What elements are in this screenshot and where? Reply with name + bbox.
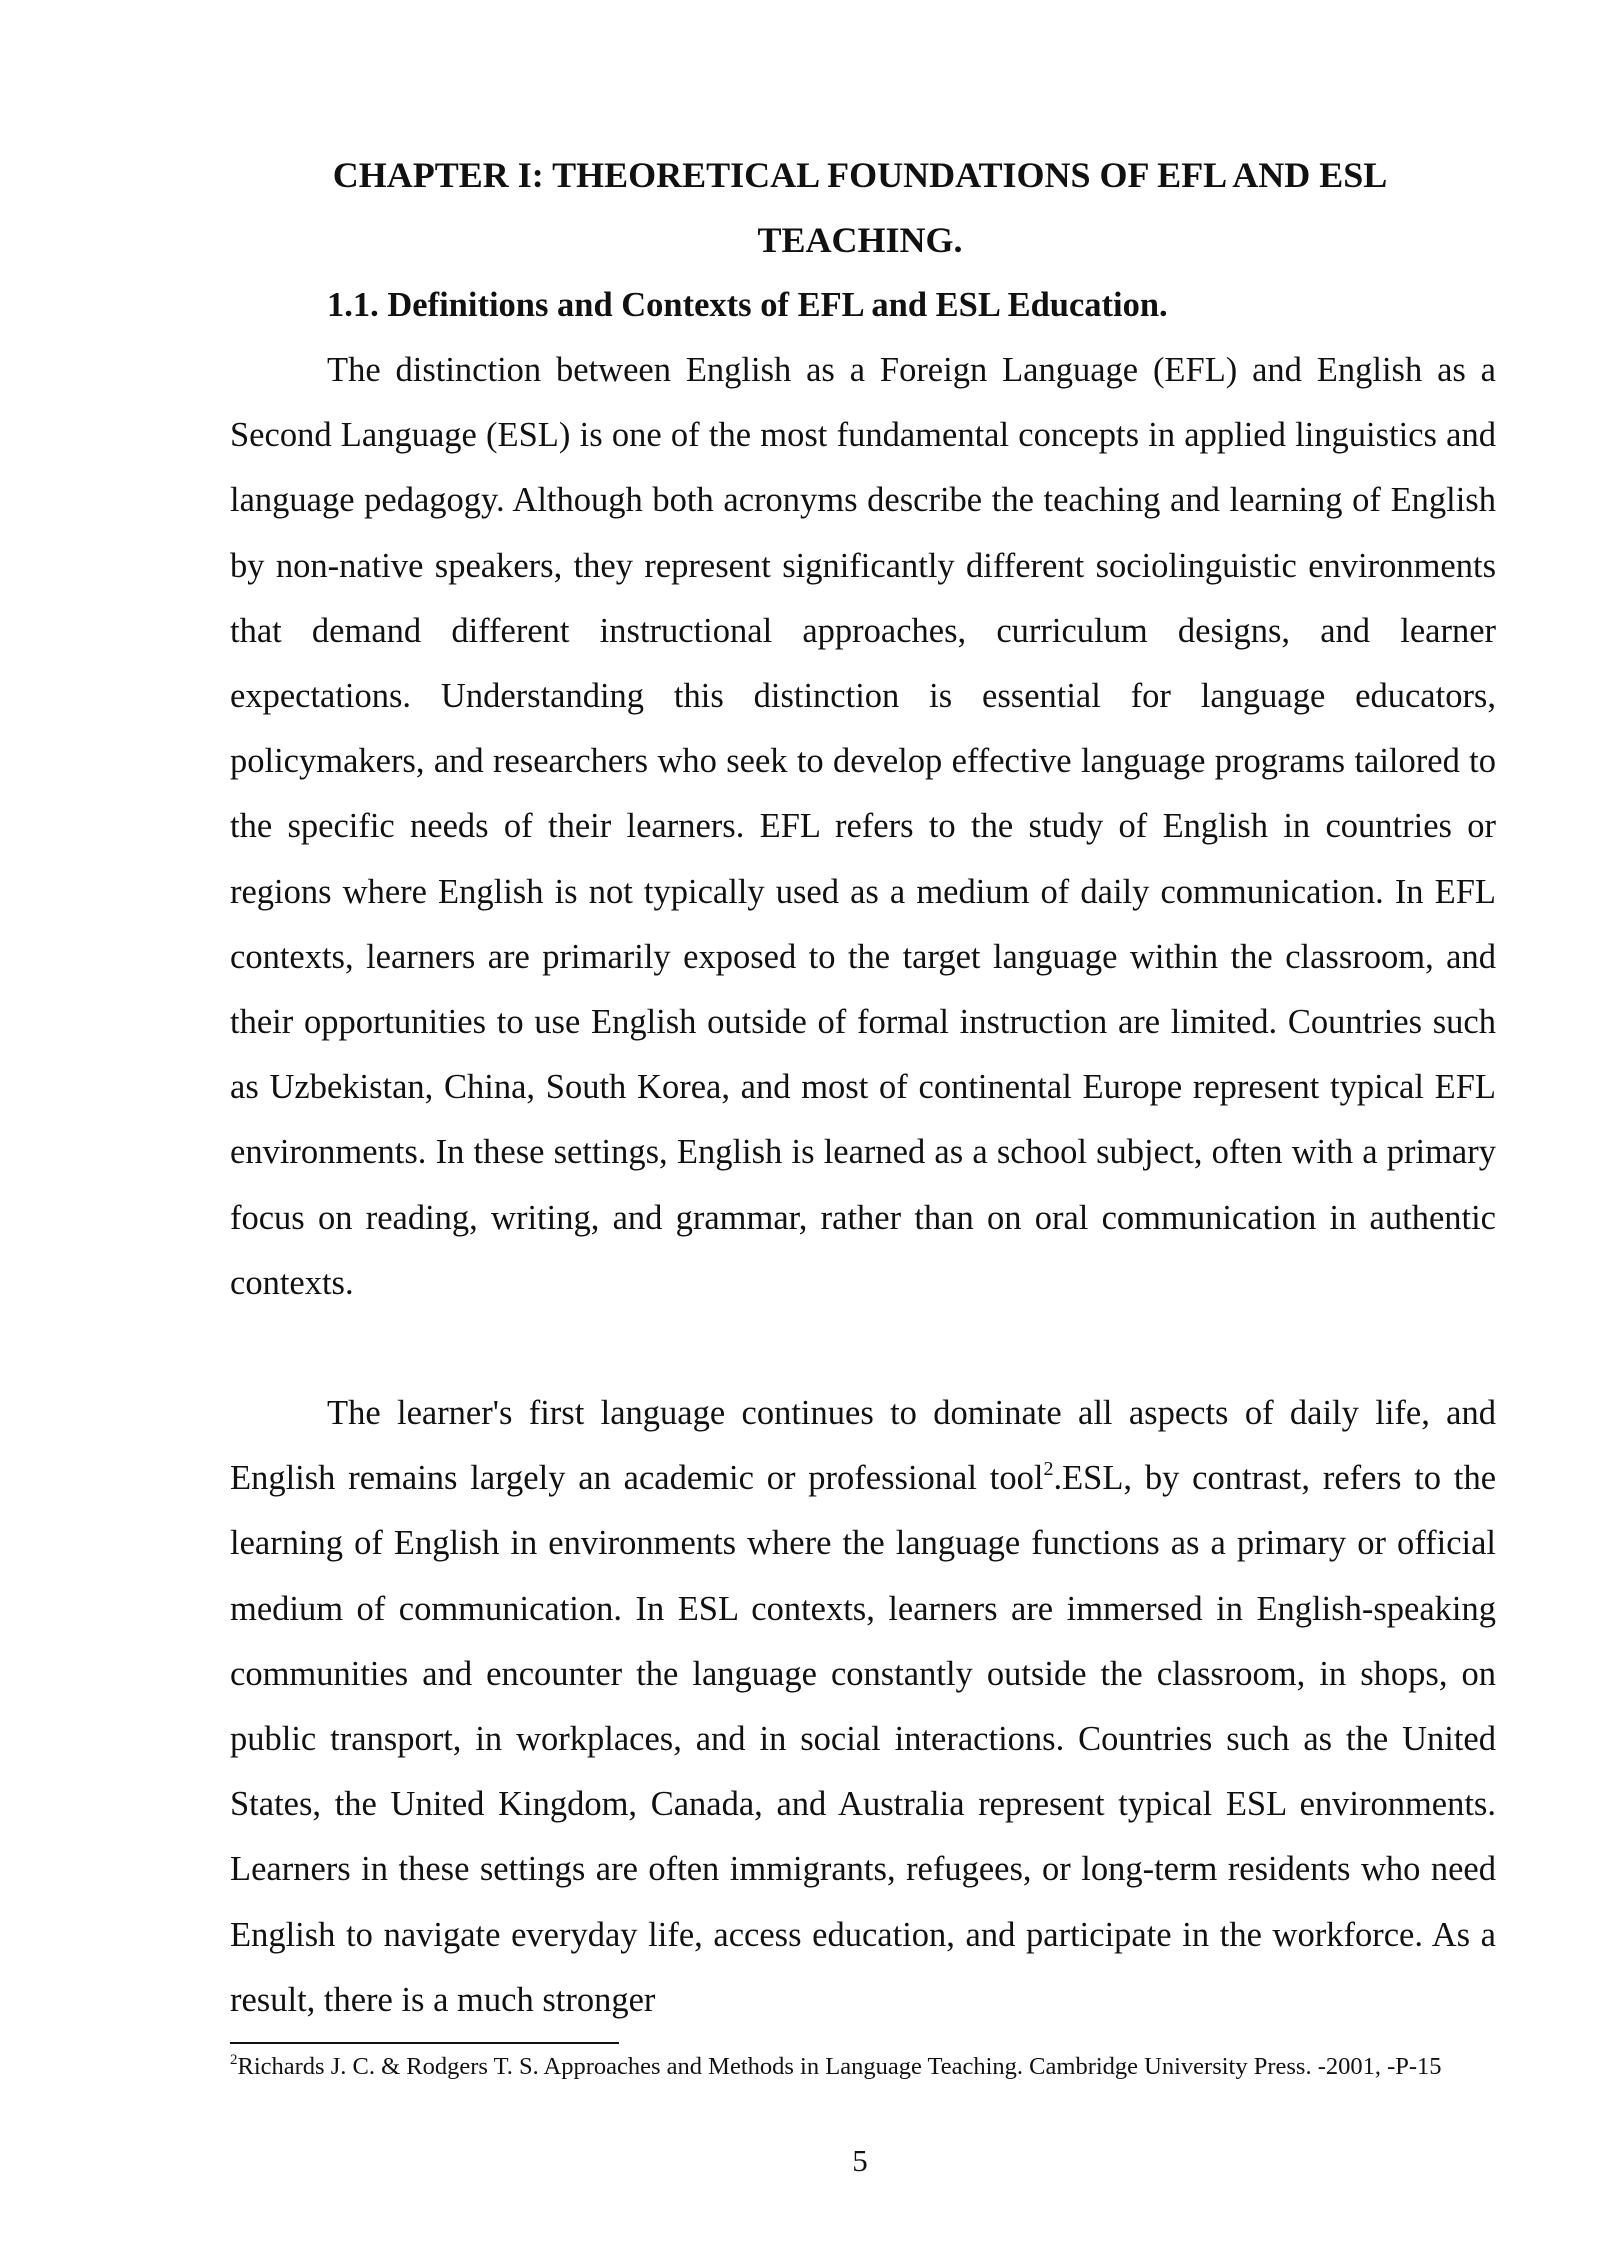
page-number: 5 [852,2143,868,2178]
body-paragraph: The distinction between English as a Foreign Language (EFL) and English as a Second Language (ESL) is one of the most fundamental concepts in applied linguistics and language pedagogy. Although both acronyms describe the teaching and learning of English by non-native speakers, they represent significantly different sociolinguistic environments that demand different instructional approaches, curriculum designs, and learner expectations. Understanding this distinction is essential for language educators, policymakers, and researchers who seek to develop effective language programs tailored to the specific needs of their learners. EFL refers to the study of English in countries or regions where English is not typically used as a medium of daily communication. In EFL contexts, learners are primarily exposed to the target language within the classroom, and their opportunities to use English outside of formal instruction are limited. Countries such as Uzbekistan, China, South Korea, and most of continental Europe represent typical EFL environments. In these settings, English is learned as a school subject, often with a primary focus on reading, writing, and grammar, rather than on oral communication in authentic contexts. [230,351,1496,1302]
chapter-title-line-1: CHAPTER I: THEORETICAL FOUNDATIONS OF EFL AND ESL [332,155,1388,195]
footnote-text: Richards J. C. & Rodgers T. S. Approaches and Methods in Language Teaching. Cambridge University Press. -2001, -P-15 [237,2053,1442,2080]
body-paragraph [230,1381,1496,2033]
footnote-mark: 2 [230,2052,238,2068]
footnote-reference[interactable]: 2 [1043,1458,1054,1481]
section-heading: 1.1. Definitions and Contexts of EFL and ESL Education. [327,286,1168,324]
paragraph-text: .ESL, by contrast, refers to the learning of English in environments where the language functions as a primary or official medium of communication. In ESL contexts, learners are immersed in English-speaking communities and encounter the language constantly outside the classroom, in shops, on public transport, in workplaces, and in social interactions. Countries such as the United States, the United Kingdom, Canada, and Australia represent typical ESL environments. Learners in these settings are often immigrants, refugees, or long-term residents who need English to navigate everyday life, access education, and participate in the workforce. As a result, there is a much stronger [230,1459,1497,2019]
chapter-title-line-2: TEACHING. [757,220,963,260]
footnote-separator [230,2042,619,2044]
footnote [230,2051,1470,2083]
paragraph-text: The learner's first language continues to dominate all aspects of daily life, and English remains largely an academic or professional tool [230,1394,1496,1498]
